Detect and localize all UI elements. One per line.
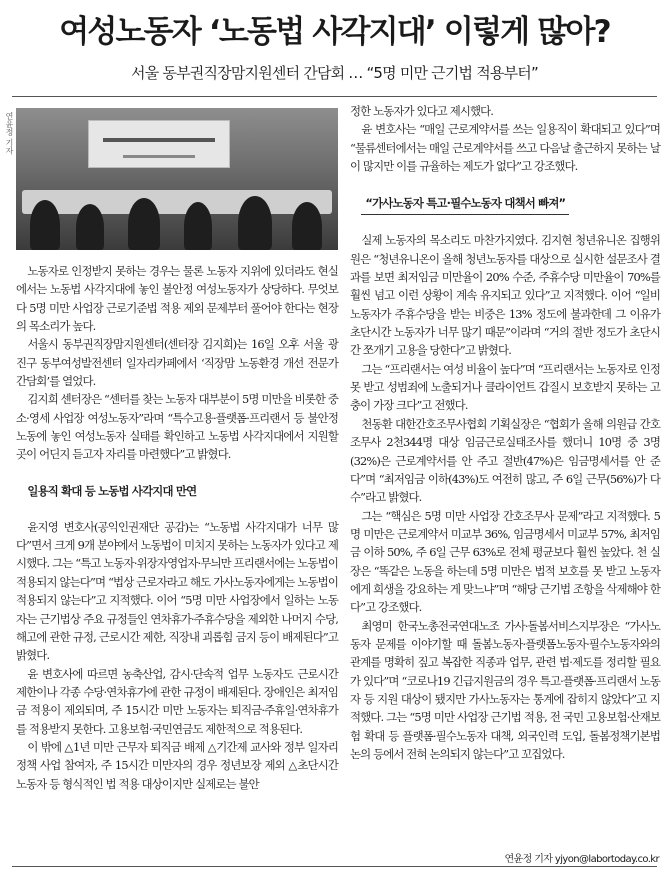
photo-person [30,200,60,250]
photo-person [76,204,104,250]
photo-person [238,196,272,250]
paragraph: 노동자로 인정받지 못하는 경우는 물론 노동자 지위에 있더라도 현실에서는 노동법 사각지대에 놓인 불안정 여성노동자가 상당하다. 무엇보다 5명 미만 사업장 근로기준법 적용 제외 문제부터 풀어야 한다는 현장의 목소리가 높다. [16,264,338,334]
photo-person [184,202,212,250]
paragraph: 최영미 한국노총전국연대노조 가사·돌봄서비스지부장은 “가사노동자 문제를 이야기할 때 돌봄노동자·플랫폼노동자·필수노동자와의 관계를 명확히 짚고 복잡한 직종과 업무, 관련 법·제도를 정리할 필요가 있다”며 “코로나19 긴급지원금의 경우 특고·플랫폼·프리랜서 노동자 등 지원 대상이 됐지만 가사노동자는 통계에 잡히지 않았다”고 지적했다. 그는 “5명 미만 사업장 근기법 적용, 전 국민 고용보험·산재보험 확대 등 플랫폼·필수노동자 대책, 외국인력 도입, 돌봄정책기본법 논의 등에서 전혀 논의되지 않는다”고 꼬집었다. [350,618,660,761]
paragraph: 실제 노동자의 목소리도 마찬가지였다. 김지현 청년유니온 집행위원은 “청년유니온이 올해 청년노동자를 대상으로 실시한 설문조사 결과를 보면 최저임금 미만율이 20% 수준, 주휴수당 미만율이 70%를 훨씬 넘고 이런 상황이 계속 유지되고 있다”고 지적했다. 이어 “일비노동자가 주휴수당을 받는 비중은 13% 정도에 불과한데 그 이유가 초단시간 노동자가 너무 많기 때문”이라며 “거의 절반 정도가 초단시간 쪼개기 고용을 당한다”고 밝혔다. [350,233,660,358]
column-right [350,102,660,763]
section-heading [350,175,660,231]
photo-credit: 연윤정 기자 [5,112,14,155]
paragraph: 윤지영 변호사(공익인권재단 공감)는 “노동법 사각지대가 너무 많다”면서 크게 9개 분야에서 노동법이 미치지 못하는 노동자가 있다고 제시했다. 그는 “특고 노동자·위장자영업자·무늬만 프리랜서에는 노동법이 적용되지 않는다”며 “법상 근로자라고 해도 가사노동자에게는 노동법이 적용되지 않는다”고 지적했다. 이어 “5명 미만 사업장에서 일하는 노동자는 근기법상 주요 규정들인 연차휴가·주휴수당을 제외한 나머지 수당, 해고에 관한 규정, 근로시간 제한, 직장내 괴롭힘 금지 등이 배제된다”고 밝혔다. [16,519,338,663]
paragraph: 정한 노동자가 있다고 제시했다. [350,104,494,118]
paragraph: 천동환 대한간호조무사협회 기획실장은 “협회가 올해 의원급 간호조무사 2천344명 대상 임금근로실태조사를 했더니 10명 중 3명(32%)은 근로계약서를 안 주고 절반(47%)은 임금명세서를 안 준다”며 “최저임금 이하(43%)도 여전히 많고, 주 6일 근무(56%)가 다수”라고 밝혔다. [350,416,660,505]
header-divider [12,96,657,97]
column-left [16,262,338,793]
subheadline: 서울 동부권직장맘지원센터 간담회 … “5명 미만 근기법 적용부터” [131,64,538,82]
section-heading: 일용직 확대 등 노동법 사각지대 만연 [27,483,197,498]
byline: 연윤정 기자 yjyon@labortoday.co.kr [504,854,659,865]
paragraph: 이 밖에 △1년 미만 근무자 퇴직금 배제 △기간제 교사와 정부 일자리정책 사업 참여자, 주 15시간 미만자의 경우 정년보장 제외 △초단시간 노동자 등 형식적인 법 적용 대상이지만 실제로는 불안 [16,739,338,791]
footer-divider [12,866,657,867]
paragraph: 윤 변호사에 따르면 농축산업, 감시·단속적 업무 노동자도 근로시간 제한이나 각종 수당·연차휴가에 관한 규정이 배제된다. 장애인은 최저임금 적용이 제외되며, 주 15시간 미만 노동자는 퇴직금·주휴일·연차휴가를 적용받지 못한다. 고용보험·국민연금도 제한적으로 적용된다. [16,666,338,736]
photo-banner [88,120,230,168]
section-heading-text: “가사노동자 특고·필수노동자 대책서 빠져” [361,196,569,215]
paragraph: 윤 변호사는 “매일 근로계약서를 쓰는 일용직이 확대되고 있다”며 “물류센터에서는 매일 근로계약서를 쓰고 다음날 출근하지 못하는 날이 많지만 이를 규율하는 제도가 없다”고 강조했다. [350,122,660,174]
photo-person [292,202,322,250]
paragraph: 그는 “핵심은 5명 미만 사업장 간호조무사 문제”라고 지적했다. 5명 미만은 근로계약서 미교부 36%, 임금명세서 미교부 57%, 최저임금 이하 50%, 주 6일 근무 63%로 전체 평균보다 훨씬 높았다. 천 실장은 “똑같은 노동을 하는데 5명 미만은 법적 보호를 못 받고 노동자에게 희생을 강요하는 게 맞느냐”며 “해당 근기법 조항을 삭제해야 한다”고 강조했다. [350,508,660,615]
article-photo [16,108,338,250]
headline: 여성노동자 ‘노동법 사각지대’ 이렇게 많아? [59,14,610,50]
paragraph: 그는 “프리랜서는 여성 비율이 높다”며 “프리랜서는 노동자로 인정 못 받고 성범죄에 노출되거나 클라이언트 갑질시 보호받지 못하는 고충이 가장 크다”고 전했다. [350,361,660,413]
paragraph: 김지희 센터장은 “센터를 찾는 노동자 대부분이 5명 미만을 비롯한 중소·영세 사업장 여성노동자”라며 “특수고용·플랫폼·프리랜서 등 불안정노동에 놓인 여성노동자 실태를 확인하고 노동법 사각지대에서 지원할 곳이 어딘지 듣고자 자리를 마련했다”고 밝혔다. [16,392,338,462]
photo-table [22,190,332,214]
paragraph: 서울시 동부권직장맘지원센터(센터장 김지희)는 16일 오후 서울 광진구 동부여성발전센터 일자리카페에서 ‘직장맘 노동환경 개선 전문가 간담회’를 열었다. [16,337,338,389]
photo-person [128,198,160,250]
